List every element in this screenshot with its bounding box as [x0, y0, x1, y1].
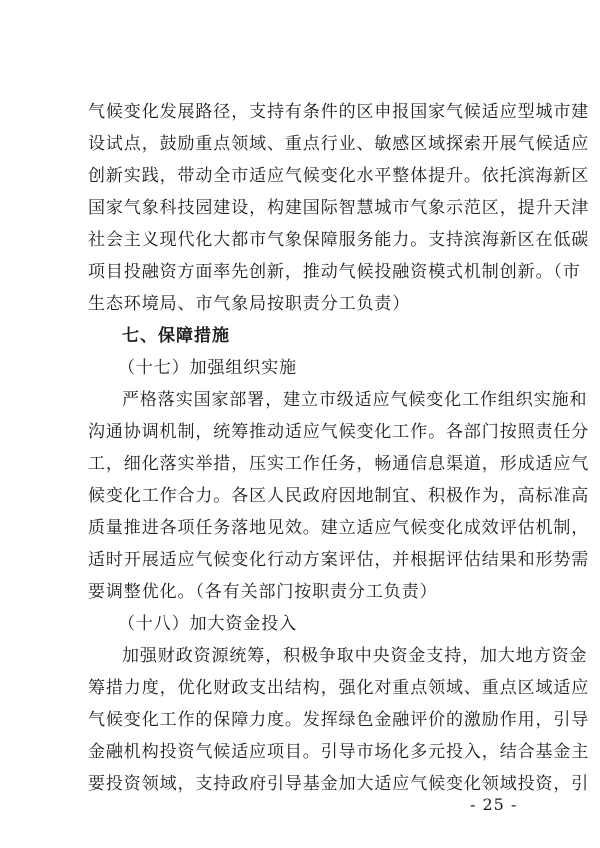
- paragraph-line: 生态环境局、市气象局按职责分工负责）: [88, 294, 411, 314]
- paragraph-line: 要投资领域，支持政府引导基金加大适应气候变化领域投资，引: [88, 774, 590, 794]
- paragraph-line: 气候变化发展路径，支持有条件的区申报国家气候适应型城市建: [88, 102, 590, 122]
- paragraph-line: 候变化工作合力。各区人民政府因地制宜、积极作为，高标准高: [88, 486, 590, 506]
- paragraph-line: 沟通协调机制，统筹推动适应气候变化工作。各部门按照责任分: [88, 422, 590, 442]
- section-heading: 七、保障措施: [122, 326, 230, 346]
- paragraph-line: 适时开展适应气候变化行动方案评估，并根据评估结果和形势需: [88, 550, 590, 570]
- paragraph-line: 国家气象科技园建设，构建国际智慧城市气象示范区，提升天津: [88, 198, 590, 218]
- paragraph-line: 质量推进各项任务落地见效。建立适应气候变化成效评估机制，: [88, 518, 590, 538]
- paragraph-line: 要调整优化。（各有关部门按职责分工负责）: [88, 582, 438, 602]
- subsection-heading: （十七）加强组织实施: [118, 358, 297, 378]
- subsection-heading: （十八）加大资金投入: [118, 614, 297, 634]
- paragraph-line: 创新实践，带动全市适应气候变化水平整体提升。依托滨海新区: [88, 166, 590, 186]
- paragraph-line: 项目投融资方面率先创新，推动气候投融资模式机制创新。（市: [88, 262, 581, 282]
- paragraph-line: 严格落实国家部署，建立市级适应气候变化工作组织实施和: [122, 390, 588, 410]
- paragraph-line: 设试点，鼓励重点领域、重点行业、敏感区域探索开展气候适应: [88, 134, 590, 154]
- paragraph-line: 工，细化落实举措，压实工作任务，畅通信息渠道，形成适应气: [88, 454, 590, 474]
- paragraph-line: 筹措力度，优化财政支出结构，强化对重点领域、重点区域适应: [88, 678, 590, 698]
- paragraph-line: 社会主义现代化大都市气象保障服务能力。支持滨海新区在低碳: [88, 230, 590, 250]
- page-number: - 25 -: [470, 795, 518, 814]
- paragraph-line: 气候变化工作的保障力度。发挥绿色金融评价的激励作用，引导: [88, 710, 590, 730]
- paragraph-line: 加强财政资源统筹，积极争取中央资金支持，加大地方资金: [122, 646, 588, 666]
- paragraph-line: 金融机构投资气候适应项目。引导市场化多元投入，结合基金主: [88, 742, 590, 762]
